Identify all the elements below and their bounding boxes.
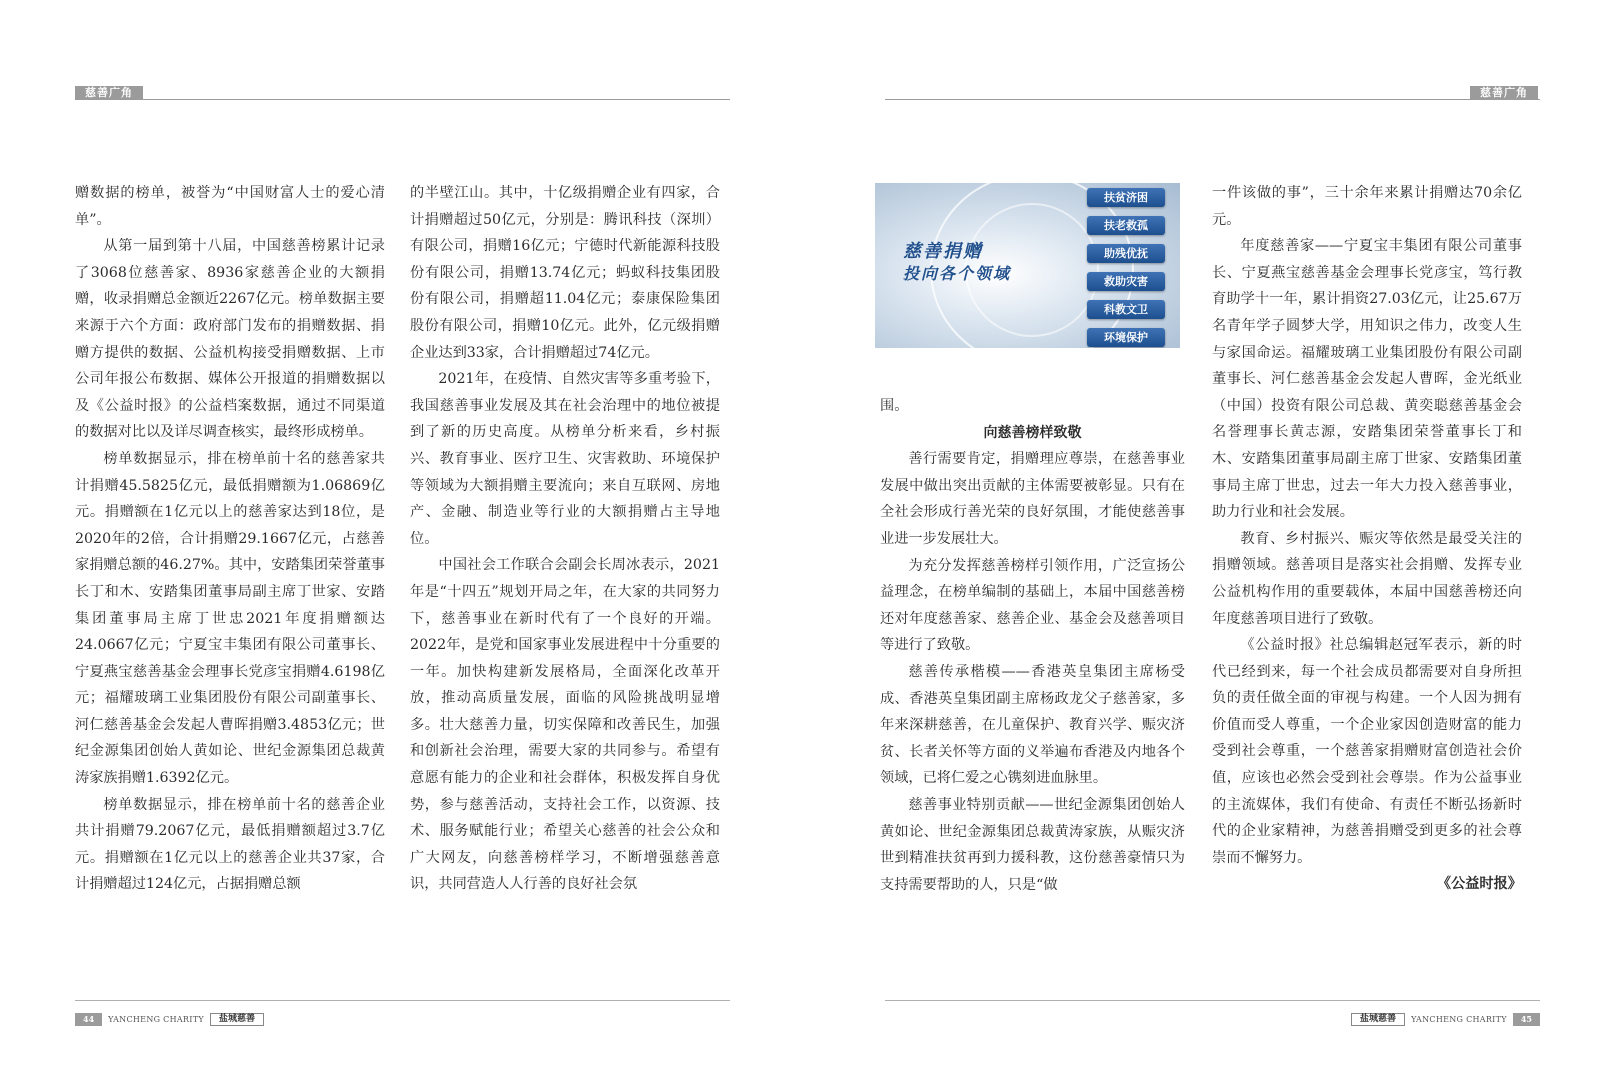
column-3 bbox=[880, 393, 1185, 898]
paragraph: 的半壁江山。其中，十亿级捐赠企业有四家，合计捐赠超过50亿元，分别是：腾讯科技（深圳）有限公司，捐赠16亿元；宁德时代新能源科技股份有限公司，捐赠13.74亿元；蚂蚁科技集团股份有限公司，捐赠超11.04亿元；泰康保险集团股份有限公司，捐赠10亿元。此外，亿元级捐赠企业达到33家，合计捐赠超过74亿元。 bbox=[410, 185, 720, 361]
banner-title: 慈善捐赠 bbox=[903, 241, 983, 262]
paragraph: 教育、乡村振兴、赈灾等依然是最受关注的捐赠领域。慈善项目是落实社会捐赠、发挥专业公益机构作用的重要载体，本届中国慈善榜还向年度慈善项目进行了致敬。 bbox=[1212, 530, 1522, 627]
paragraph: 榜单数据显示，排在榜单前十名的慈善家共计捐赠45.5825亿元，最低捐赠额为1.06869亿元。捐赠额在1亿元以上的慈善家达到18位，是2020年的2倍，合计捐赠29.1667亿元，占慈善家捐赠总额的46.27%。其中，安踏集团荣誉董事长丁和木、安踏集团董事局副主席丁世家、安踏集团董事局主席丁世忠2021年度捐赠额达24.0667亿元；宁夏宝丰集团有限公司董事长、宁夏燕宝慈善基金会理事长党彦宝捐赠4.6198亿元；福耀玻璃工业集团股份有限公司副董事长、河仁慈善基金会发起人曹晖捐赠3.4853亿元；世纪金源集团创始人黄如论、世纪金源集团总裁黄涛家族捐赠1.6392亿元。 bbox=[75, 450, 385, 787]
paragraph: 慈善传承楷模——香港英皇集团主席杨受成、香港英皇集团副主席杨政龙父子慈善家，多年来深耕慈善，在儿童保护、教育兴学、赈灾济贫、长者关怀等方面的义举遍布香港及内地各个领域，已将仁爱之心镌刻进血脉里。 bbox=[880, 663, 1185, 787]
column-2 bbox=[410, 180, 720, 898]
banner-field-label: 科教文卫 bbox=[1087, 300, 1165, 319]
article-source: 《公益时报》 bbox=[1436, 876, 1522, 893]
paragraph: 围。 bbox=[880, 398, 909, 414]
banner-subtitle: 投向各个领域 bbox=[903, 264, 1012, 283]
header-rule-right bbox=[885, 99, 1540, 100]
banner-field-label: 救助灾害 bbox=[1087, 272, 1165, 291]
section-heading: 向慈善榜样致敬 bbox=[983, 424, 1082, 441]
footer-left bbox=[75, 1013, 264, 1026]
column-4 bbox=[1212, 180, 1522, 898]
page-number: 45 bbox=[1513, 1013, 1540, 1026]
magazine-name-cn: 盐城慈善 bbox=[210, 1013, 264, 1026]
banner-field-label: 扶贫济困 bbox=[1087, 188, 1165, 207]
header-rule-left bbox=[75, 99, 730, 100]
section-tab-right: 慈善广角 bbox=[1470, 86, 1538, 100]
paragraph: 为充分发挥慈善榜样引领作用，广泛宣扬公益理念，在榜单编制的基础上，本届中国慈善榜还对年度慈善家、慈善企业、基金会及慈善项目等进行了致敬。 bbox=[880, 557, 1185, 654]
paragraph: 榜单数据显示，排在榜单前十名的慈善企业共计捐赠79.2067亿元，最低捐赠额超过3.7亿元。捐赠额在1亿元以上的慈善企业共37家，合计捐赠超过124亿元，占据捐赠总额 bbox=[75, 796, 385, 893]
magazine-name-cn: 盐城慈善 bbox=[1351, 1013, 1405, 1026]
page-number: 44 bbox=[75, 1013, 102, 1026]
paragraph: 中国社会工作联合会副会长周冰表示，2021年是“十四五”规划开局之年，在大家的共同努力下，慈善事业在新时代有了一个良好的开端。2022年，是党和国家事业发展进程中十分重要的一年。加快构建新发展格局，全面深化改革开放，推动高质量发展，面临的风险挑战明显增多。壮大慈善力量，切实保障和改善民生，加强和创新社会治理，需要大家的共同参与。希望有意愿有能力的企业和社会群体，积极发挥自身优势，参与慈善活动，支持社会工作，以资源、技术、服务赋能行业；希望关心慈善的社会公众和广大网友，向慈善榜样学习，不断增强慈善意识，共同营造人人行善的良好社会氛 bbox=[410, 557, 720, 893]
banner-field-label: 扶老救孤 bbox=[1087, 216, 1165, 235]
banner-field-label: 助残优抚 bbox=[1087, 244, 1165, 263]
section-tab-left: 慈善广角 bbox=[75, 86, 143, 100]
paragraph: 慈善事业特别贡献——世纪金源集团创始人黄如论、世纪金源集团总裁黄涛家族，从赈灾济世到精准扶贫再到力援科教，这份慈善豪情只为支持需要帮助的人，只是“做 bbox=[880, 796, 1185, 893]
footer-rule-left bbox=[75, 1000, 730, 1001]
paragraph: 一件该做的事”，三十余年来累计捐赠达70余亿元。 bbox=[1212, 185, 1522, 228]
paragraph: 2021年，在疫情、自然灾害等多重考验下，我国慈善事业发展及其在社会治理中的地位被提到了新的历史高度。从榜单分析来看，乡村振兴、教育事业、医疗卫生、灾害救助、环境保护等领域为大额捐赠主要流向；来自互联网、房地产、金融、制造业等行业的大额捐赠占主导地位。 bbox=[410, 371, 720, 547]
magazine-name-en: YANCHENG CHARITY bbox=[1411, 1015, 1507, 1024]
paragraph: 从第一届到第十八届，中国慈善榜累计记录了3068位慈善家、8936家慈善企业的大额捐赠，收录捐赠总金额近2267亿元。榜单数据主要来源于六个方面：政府部门发布的捐赠数据、捐赠方提供的数据、公益机构接受捐赠数据、上市公司年报公布数据、媒体公开报道的捐赠数据以及《公益时报》的公益档案数据，通过不同渠道的数据对比以及详尽调查核实，最终形成榜单。 bbox=[75, 238, 385, 441]
footer-rule-right bbox=[885, 1000, 1540, 1001]
banner-field-label: 环境保护 bbox=[1087, 328, 1165, 347]
paragraph: 善行需要肯定，捐赠理应尊崇，在慈善事业发展中做出突出贡献的主体需要被彰显。只有在全社会形成行善光荣的良好氛围，才能使慈善事业进一步发展壮大。 bbox=[880, 451, 1185, 547]
paragraph: 赠数据的榜单，被誉为“中国财富人士的爱心清单”。 bbox=[75, 185, 385, 228]
charity-fields-banner bbox=[875, 183, 1180, 348]
footer-right bbox=[1351, 1013, 1540, 1026]
magazine-name-en: YANCHENG CHARITY bbox=[108, 1015, 204, 1024]
paragraph: 《公益时报》社总编辑赵冠军表示，新的时代已经到来，每一个社会成员都需要对自身所担负的责任做全面的审视与构建。一个人因为拥有价值而受人尊重，一个企业家因创造财富的能力受到社会尊重，一个慈善家捐赠财富创造社会价值，应该也必然会受到社会尊崇。作为公益事业的主流媒体，我们有使命、有责任不断弘扬新时代的企业家精神，为慈善捐赠受到更多的社会尊崇而不懈努力。 bbox=[1212, 637, 1522, 866]
column-1 bbox=[75, 180, 385, 898]
paragraph: 年度慈善家——宁夏宝丰集团有限公司董事长、宁夏燕宝慈善基金会理事长党彦宝，笃行教育助学十一年，累计捐资27.03亿元，让25.67万名青年学子圆梦大学，用知识之伟力，改变人生与家国命运。福耀玻璃工业集团股份有限公司副董事长、河仁慈善基金会发起人曹晖，金光纸业（中国）投资有限公司总裁、黄奕聪慈善基金会名誉理事长黄志源，安踏集团荣誉董事长丁和木、安踏集团董事局副主席丁世家、安踏集团董事局主席丁世忠，过去一年大力投入慈善事业，助力行业和社会发展。 bbox=[1212, 238, 1522, 521]
